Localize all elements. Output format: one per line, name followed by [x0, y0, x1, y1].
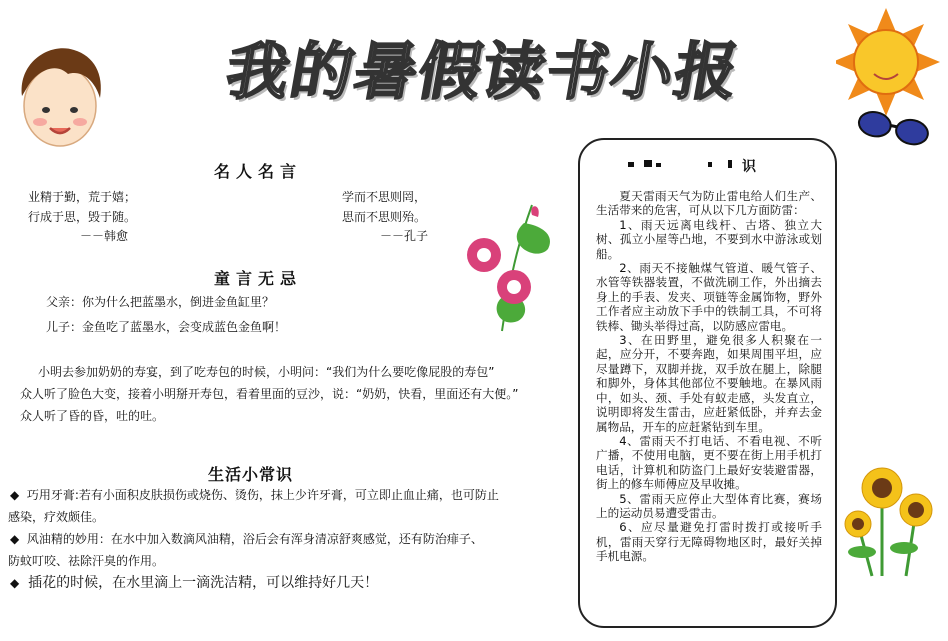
tip3-text: 插花的时候，在水里滴上一滴洗洁精，可以维持好几天！: [28, 575, 379, 591]
tip1-continued: 感染，疗效颇佳。: [8, 510, 105, 524]
lightning-heading-text: 识: [742, 159, 756, 175]
morning-glory-icon: [462, 203, 558, 335]
tip1-text: 巧用牙膏:若有小面积皮肤损伤或烧伤、烫伤，抹上少许牙膏，可立即止血止痛，也可防止: [26, 488, 499, 502]
sun-icon: [836, 4, 944, 152]
dialog-son: 儿子：金鱼吃了蓝墨水，会变成蓝色金鱼啊！: [46, 320, 287, 334]
boy-face-icon: [10, 40, 110, 152]
quote2-author: －－孔子: [380, 229, 429, 243]
tip2-text: 风油精的妙用：在水中加入数滴风油精，浴后会有浑身清凉舒爽感觉，还有防治痱子、: [26, 532, 483, 546]
tip3: [10, 572, 378, 592]
lightning-tip-1: 1、雨天远离电线杆、古塔、独立大树、孤立小屋等凸地，不要到水中游泳或划船。: [596, 217, 822, 261]
famous-quotes-heading: 名人名言: [214, 162, 303, 181]
bullet-icon: ◆: [10, 576, 20, 590]
life-tips-heading: 生活小常识: [208, 465, 294, 484]
lightning-tip-3: 3、在田野里，避免很多人积聚在一起，应分开，不要奔跑，如果周围平坦，应尽量蹲下，双脚并拢，双手放在腿上，除腿和脚外，身体其他部位不要触地。在暴风雨中，如头、颈、手处有蚁走感，头发直立，说明即将发生雷击，应赶紧低卧，并弃去金属物品，开车的应赶紧钻到车里。: [596, 333, 822, 434]
kids-words-heading: 童言无忌: [214, 269, 303, 288]
page-title: 我的暑假读书小报: [220, 35, 746, 108]
lightning-tip-6: 6、应尽量避免打雷时拨打或接听手机，雷雨天穿行无障碍物地区时，最好关掉手机电源。: [596, 520, 822, 564]
story-line2: 众人听了脸色大变，接着小明掰开寿包，看着里面的豆沙，说：“奶奶，快看，里面还有大便。”: [20, 387, 519, 401]
story-line3: 众人听了昏的昏，吐的吐。: [20, 409, 165, 423]
tip2-continued: 防蚊叮咬、祛除汗臭的作用。: [8, 554, 165, 568]
lightning-tip-5: 5、雷雨天应停止大型体育比赛，赛场上的运动员易遭受雷击。: [596, 491, 822, 520]
lightning-tip-2: 2、雨天不接触煤气管道、暖气管子、水管等铁器装置，不做洗刷工作，外出摘去身上的手表、发夹、项链等金属饰物，野外工作者应主动放下手中的铁制工具，不可将铁棒、锄头举得过高，以防感应雷电。: [596, 261, 822, 333]
tip2: [10, 530, 483, 547]
lightning-intro: 夏天雷雨天气为防止雷电给人们生产、生活带来的危害，可从以下几方面防雷：: [596, 189, 822, 218]
dialog-father: 父亲：你为什么把蓝墨水，倒进金鱼缸里？: [46, 295, 275, 309]
quote1-line2: 行成于思，毁于随。: [28, 210, 137, 224]
lightning-tips-text: [596, 189, 822, 564]
quote2-line1: 学而不思则罔，: [342, 190, 427, 204]
quote1-author: －－韩愈: [80, 229, 129, 243]
lightning-heading: [624, 156, 774, 174]
story-line1: 小明去参加奶奶的寿宴，到了吃寿包的时候，小明问：“我们为什么要吃像屁股的寿包”: [38, 365, 495, 379]
bullet-icon: ◆: [10, 488, 20, 502]
tip1: [10, 486, 499, 503]
bullet-icon: ◆: [10, 532, 20, 546]
quote2-line2: 思而不思则殆。: [342, 210, 427, 224]
sunflower-icon: [842, 462, 942, 580]
quote1-line1: 业精于勤，荒于嬉；: [28, 190, 137, 204]
lightning-tip-4: 4、雷雨天不打电话、不看电视、不听广播，不使用电脑，更不要在街上用手机打电话，计算机和防盗门上最好安装避雷器，街上的修车师傅应及早收摊。: [596, 433, 822, 492]
